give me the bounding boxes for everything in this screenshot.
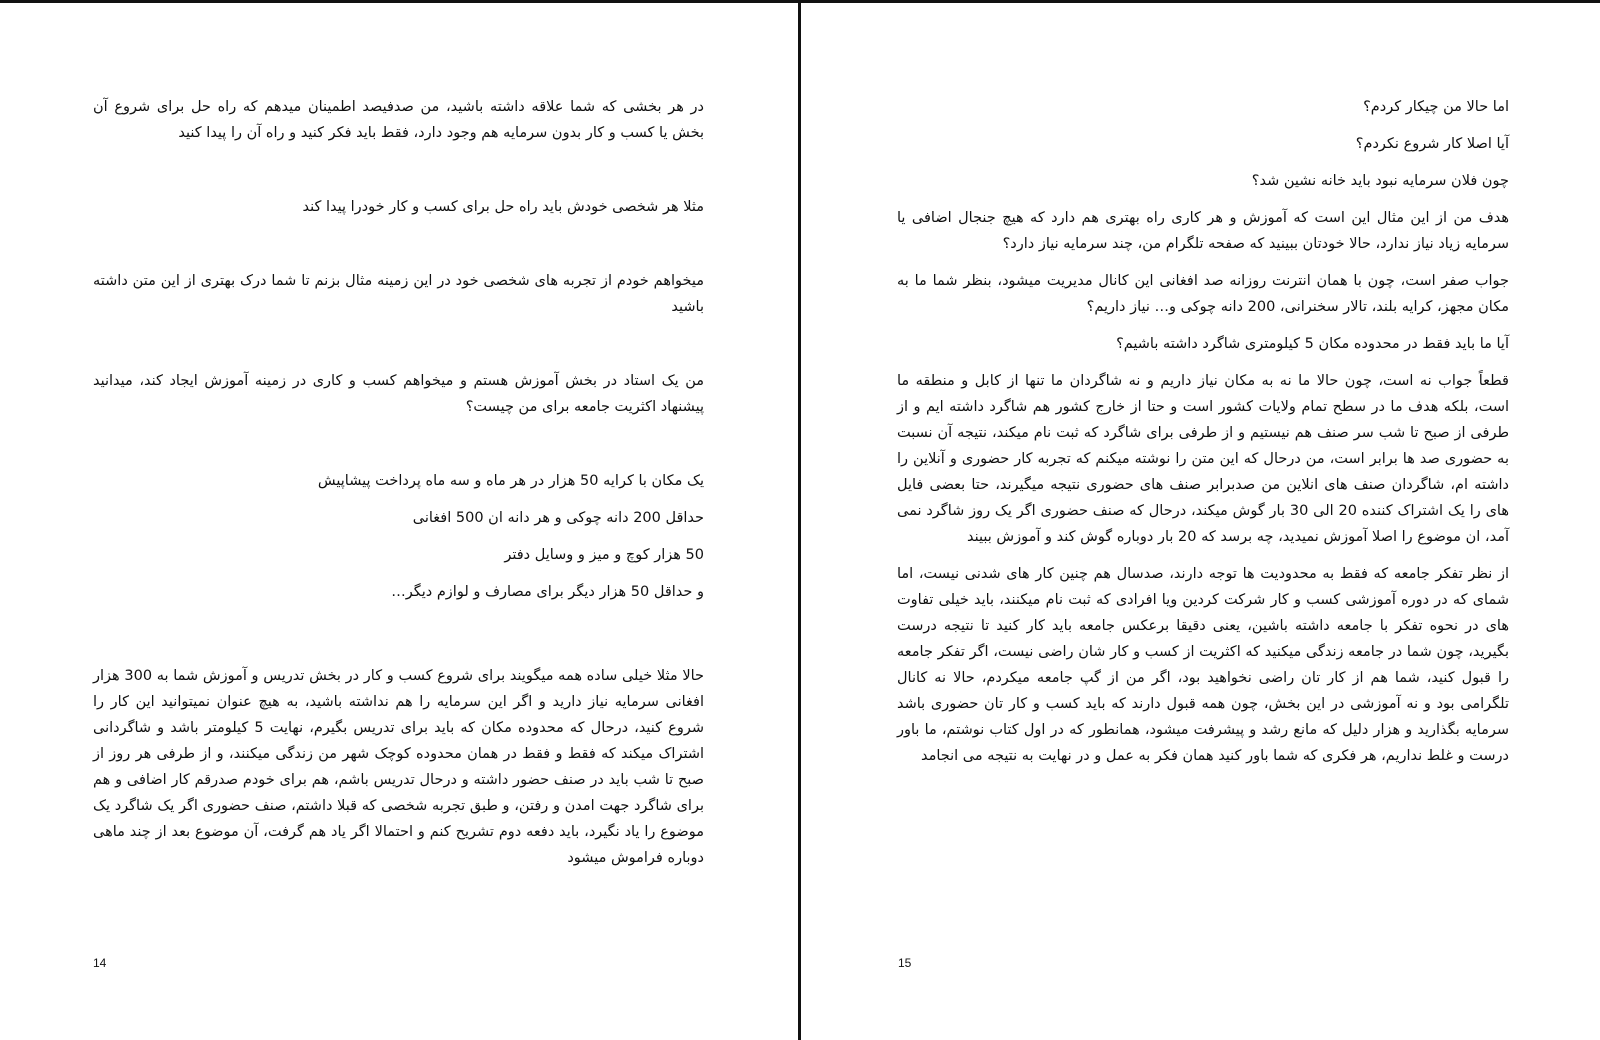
paragraph: اما حالا من چیکار کردم؟: [1363, 99, 1509, 115]
paragraph: در هر بخشی که شما علاقه داشته باشید، من صدفیصد اطمینان میدهم که راه حل برای شروع آن بخش یا کسب و کار بدون سرمایه هم وجود دارد، فقط باید فکر کنید و راه آن را پیدا کنید: [93, 99, 704, 141]
paragraph: 50 هزار کوچ و میز و وسایل دفتر: [504, 547, 704, 563]
paragraph: هدف من از این مثال این است که آموزش و هر کاری راه بهتری هم دارد که هیچ جنجال اضافی یا سرمایه زیاد نیاز ندارد، حالا خودتان ببینید که صفحه تلگرام من، چند سرمایه نیاز دارد؟: [897, 210, 1509, 252]
left-page: [0, 0, 797, 1040]
paragraph: یک مکان با کرایه 50 هزار در هر ماه و سه ماه پرداخت پیشاپیش: [317, 473, 704, 489]
paragraph: حالا مثلا خیلی ساده همه میگویند برای شروع کسب و کار در بخش تدریس و آموزش شما به 300 هزار افغانی سرمایه نیاز دارید و اگر این سرمایه را هم نداشته باشید، به هیچ عنوان نمیتوانید این کار را شروع کنید، درحال که محدوده مکان که باید برای تدریس بگیرم، نهایت 5 کیلومتر باشد و شاگردانی اشتراک میکند که فقط و فقط در همان محدوده کوچک شهر من زندگی میکنند، و از طرفی هر روز از صبح تا شب باید در صنف حضور داشته و درحال تدریس باشم، هم برای خودم صدرقم کار اضافی و هم برای شاگرد جهت امدن و رفتن، و طبق تجربه شخصی که قبلا داشتم، صنف حضوری اگر یک شاگرد یک موضوع را یاد نگیرد، باید دفعه دوم تشریح کنم و احتمالا اگر یاد هم گرفت، آن موضوع بعد از چند ماهی دوباره فراموش میشود: [93, 668, 704, 866]
right-page: [801, 0, 1598, 1040]
paragraph: قطعاً جواب نه است، چون حالا ما نه به مکان نیاز داریم و نه شاگردان ما تنها از کابل و منطقه ما است، بلکه هدف ما در سطح تمام ولایات کشور است و حتا از خارج کشور هم شاگرد داشته ایم و از طرفی از صبح تا شب سر صنف هم نیستیم و از طرفی برای شاگرد که ثبت نام میکند، نتیجه آن نسبت به حضوری صد ها برابر است، من درحال که این متن را نوشته میکنم که تجربه کار حضوری و آنلاین را داشته ام، شاگردان صنف های انلاین من صدبرابر صنف های حضوری نتیجه میگیرند، حتا بعضی فایل های را یک اشتراک کننده 20 الی 30 بار گوش میکند، درحال که صنف حضوری اگر یک روز شاگرد نمی آمد، ان موضوع را اصلا آموزش نمیدید، چه برسد که 20 بار دوباره گوش کند و آموزش ببیند: [897, 373, 1509, 545]
paragraph: میخواهم خودم از تجربه های شخصی خود در این زمینه مثال بزنم تا شما درک بهتری از این متن داشته باشید: [93, 273, 704, 315]
paragraph: حداقل 200 دانه چوکی و هر دانه ان 500 افغانی: [412, 510, 704, 526]
paragraph: و حداقل 50 هزار دیگر برای مصارف و لوازم دیگر…: [391, 584, 704, 600]
right-page-text: [897, 94, 1509, 769]
paragraph: آیا اصلا کار شروع نکردم؟: [1355, 136, 1509, 152]
page-number: 14: [93, 956, 107, 970]
page-number: 15: [898, 956, 912, 970]
paragraph: جواب صفر است، چون با همان انترنت روزانه صد افغانی این کانال مدیریت میشود، بنظر شما ما به مکان مجهز، کرایه بلند، تالار سخنرانی، 200 دانه چوکی و… نیاز داریم؟: [897, 273, 1509, 315]
paragraph: چون فلان سرمایه نبود باید خانه نشین شد؟: [1251, 173, 1509, 189]
paragraph: من یک استاد در بخش آموزش هستم و میخواهم کسب و کاری در زمینه آموزش ایجاد کند، میدانید پیشنهاد اکثریت جامعه برای من چیست؟: [93, 373, 704, 415]
left-page-text: [93, 94, 704, 871]
paragraph: مثلا هر شخصی خودش باید راه حل برای کسب و کار خودرا پیدا کند: [302, 199, 704, 215]
paragraph: از نظر تفکر جامعه که فقط به محدودیت ها توجه دارند، صدسال هم چنین کار های شدنی نیست، اما شمای که در دوره آموزشی کسب و کار شرکت کردین ویا افرادی که ثبت نام میکنند، باید خیلی تفاوت های در نحوه تفکر با جامعه داشته باشین، یعنی دقیقا برعکس جامعه باید کار کنید تا نتیجه درست بگیرید، چون شما در جامعه زندگی میکنید که اکثریت از کسب و کار شان راضی نیست، اگر تفکر جامعه را قبول کنید، شما هم از کار تان راضی نخواهید بود، اگر من از گپ جامعه میکردم، حالا نه کانال تلگرامی بود و نه آموزشی در این بخش، چون همه قبول دارند که باید کسب و کار تان حضوری باشد سرمایه بگذارید و هزار دلیل که مانع رشد و پیشرفت میشود، همانطور که در اول کتاب نوشتم، ما باور درست و غلط نداریم، هر فکری که شما باور کنید همان فکر به عمل و در نهایت به نتیجه می انجامد: [897, 566, 1509, 764]
paragraph: آیا ما باید فقط در محدوده مکان 5 کیلومتری شاگرد داشته باشیم؟: [1116, 336, 1509, 352]
